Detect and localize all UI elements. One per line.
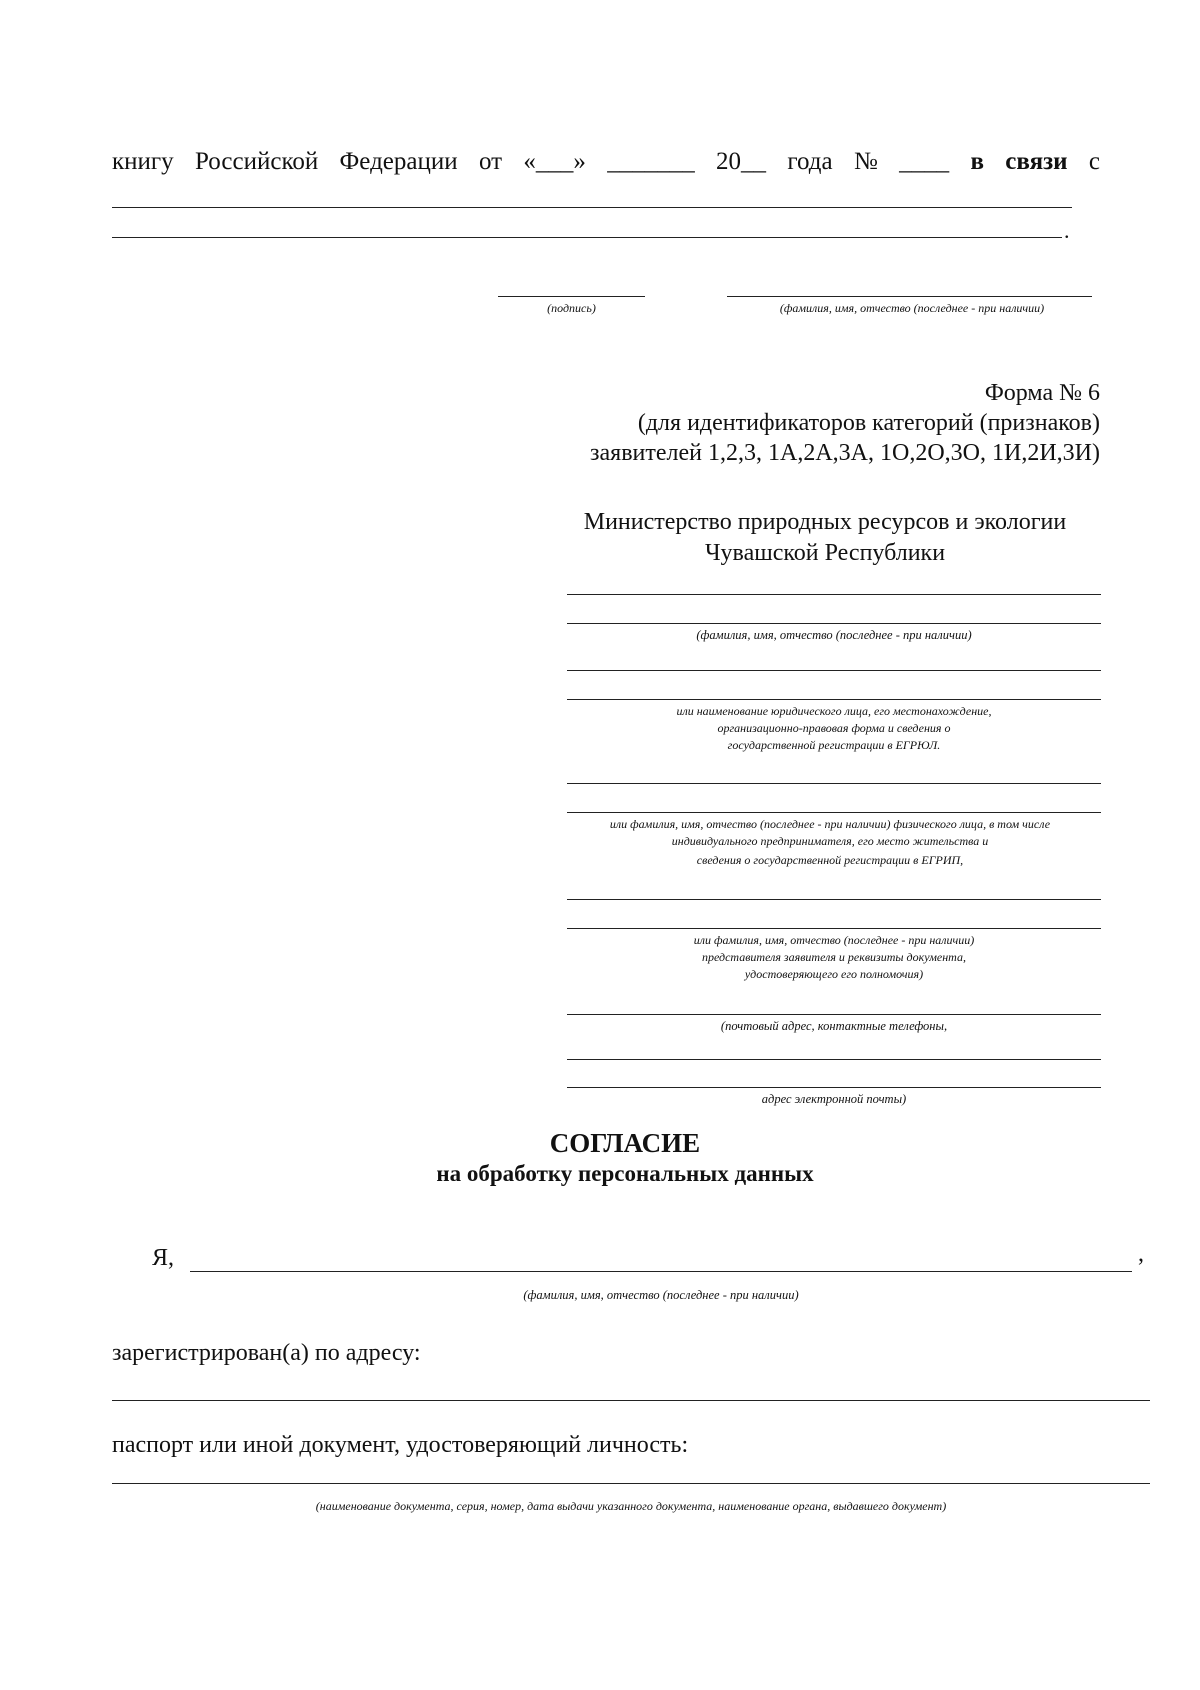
i-label: Я, — [152, 1245, 175, 1271]
i-name-line — [190, 1271, 1132, 1272]
applicant-line — [567, 1087, 1101, 1088]
form-note-1: (для идентификаторов категорий (признаков) — [637, 410, 1100, 436]
comma-mark: , — [1138, 1241, 1144, 1267]
top-word: ____ — [899, 148, 950, 175]
top-word: Российской — [195, 148, 319, 175]
top-word: книгу — [112, 148, 174, 175]
caption-line: представителя заявителя и реквизиты документа, — [701, 950, 966, 964]
form-number: Форма № 6 — [984, 380, 1100, 406]
postal-caption: (почтовый адрес, контактные телефоны, — [720, 1019, 948, 1033]
top-text-line — [112, 148, 1100, 176]
email-caption: адрес электронной почты) — [761, 1092, 907, 1106]
top-word: 20__ — [716, 148, 767, 175]
caption-line: или наименование юридического лица, его местонахождение, — [676, 704, 992, 718]
consent-title: СОГЛАСИЕ — [549, 1128, 701, 1158]
applicant-line — [567, 899, 1101, 900]
applicant-line — [567, 1014, 1101, 1015]
caption-line: удостоверяющего его полномочия) — [744, 967, 924, 981]
address-line — [112, 1400, 1150, 1401]
top-word: связи — [1005, 148, 1068, 175]
applicant-line — [567, 812, 1101, 813]
period-mark: . — [1064, 218, 1070, 243]
top-word: _______ — [607, 148, 695, 175]
applicant-line — [567, 928, 1101, 929]
registered-label: зарегистрирован(а) по адресу: — [112, 1340, 421, 1366]
applicant-line — [567, 670, 1101, 671]
top-word: от — [478, 148, 503, 175]
passport-caption: (наименование документа, серия, номер, дата выдачи указанного документа, наименование органа, выдавшего документ) — [315, 1499, 947, 1513]
top-word: «___» — [523, 148, 586, 175]
form-note-2: заявителей 1,2,3, 1А,2А,3А, 1О,2О,3О, 1И,2И,3И) — [590, 440, 1100, 466]
fio-caption: (фамилия, имя, отчество (последнее - при наличии) — [696, 628, 972, 642]
caption-line: сведения о государственной регистрации в ЕГРИП, — [696, 853, 964, 867]
applicant-line — [567, 1059, 1101, 1060]
reason-line-2 — [112, 237, 1062, 238]
top-word: Федерации — [339, 148, 458, 175]
consent-subtitle: на обработку персональных данных — [436, 1161, 814, 1186]
passport-label: паспорт или иной документ, удостоверяющий личность: — [112, 1432, 689, 1458]
top-word: в — [970, 148, 984, 175]
signature-caption: (подпись) — [547, 301, 596, 315]
top-word: с — [1088, 148, 1100, 175]
fio-signature-line — [727, 296, 1092, 297]
ministry-line: Чувашской Республики — [704, 540, 946, 566]
passport-line — [112, 1483, 1150, 1484]
i-name-caption: (фамилия, имя, отчество (последнее - при наличии) — [523, 1288, 799, 1302]
representative-caption — [567, 932, 1101, 983]
top-word: года — [787, 148, 833, 175]
signature-line — [498, 296, 645, 297]
top-word: № — [853, 148, 878, 175]
caption-line: или фамилия, имя, отчество (последнее - при наличии) физического лица, в том числе — [609, 817, 1051, 831]
applicant-line — [567, 699, 1101, 700]
caption-line: или фамилия, имя, отчество (последнее - при наличии) — [693, 933, 975, 947]
form-header — [590, 378, 1100, 468]
ministry-line: Министерство природных ресурсов и экологии — [583, 509, 1067, 535]
individual-caption — [530, 816, 1130, 869]
caption-line: организационно-правовая форма и сведения о — [717, 721, 951, 735]
ministry-name — [550, 507, 1100, 569]
applicant-line — [567, 783, 1101, 784]
caption-line: индивидуального предпринимателя, его место жительства и — [671, 834, 989, 848]
reason-line-1 — [112, 207, 1072, 208]
legal-entity-caption — [567, 703, 1101, 754]
applicant-line — [567, 594, 1101, 595]
applicant-line — [567, 623, 1101, 624]
caption-line: государственной регистрации в ЕГРЮЛ. — [727, 738, 941, 752]
fio-signature-caption: (фамилия, имя, отчество (последнее - при наличии) — [779, 301, 1045, 315]
